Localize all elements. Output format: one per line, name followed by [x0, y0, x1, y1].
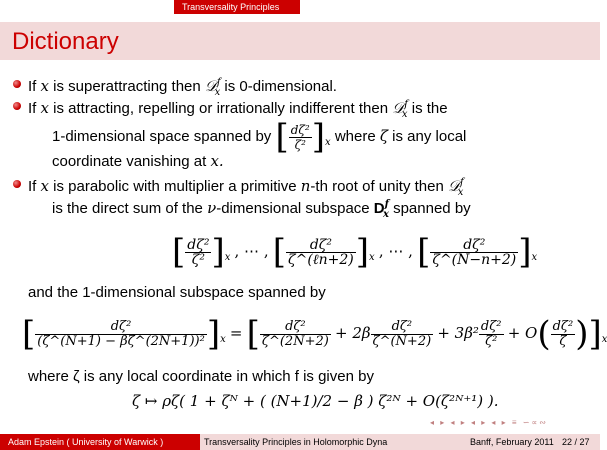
text: is attracting, repelling or irrationally indifferent then: [53, 100, 389, 117]
equation-2: [22, 308, 607, 365]
text: If: [28, 100, 37, 117]
numerator: dζ²: [187, 236, 210, 253]
bracket: [: [172, 232, 186, 273]
numerator: dζ²: [290, 122, 310, 137]
numerator: dζ²: [552, 318, 574, 334]
footer-event: Banff, February 2011: [470, 437, 554, 447]
numerator: dζ²: [35, 320, 207, 335]
paren: (: [537, 314, 551, 355]
math-n: n: [300, 177, 311, 195]
header-right: [300, 0, 600, 14]
term: + 2β: [334, 324, 371, 342]
D-symbol: 𝒟: [448, 177, 460, 195]
dots: , ⋯ ,: [378, 242, 413, 260]
bracket: [: [417, 232, 431, 273]
text: -th root of unity then: [310, 178, 444, 195]
text: -dimensional subspace: [216, 200, 370, 217]
paren: ): [575, 314, 589, 355]
sub: x: [325, 137, 331, 148]
navigation-icons[interactable]: ◂ ▸ ◂ ▸ ◂ ▸ ◂ ▸ ≡ ∽∝∾: [430, 418, 548, 427]
D-bold: D: [373, 200, 385, 217]
sup: f: [216, 77, 221, 88]
D-symbol: 𝒟: [392, 99, 405, 117]
sub: x: [224, 252, 231, 263]
bullet-dot: [13, 180, 21, 188]
math-x: x: [40, 177, 49, 195]
fraction: [35, 320, 207, 349]
denominator: ζ^(N−n+2): [432, 251, 517, 268]
sup: f: [404, 99, 408, 110]
sub: x: [369, 252, 375, 263]
denominator: ζ²: [191, 251, 205, 268]
text: 1-dimensional space spanned by: [52, 128, 272, 145]
bullet-3-line-2: [52, 196, 471, 224]
D-symbol: 𝒟: [204, 77, 217, 95]
denominator: ζ²: [485, 333, 498, 349]
sup: f: [460, 177, 464, 188]
bracket: ]: [355, 232, 370, 273]
math-D: [204, 77, 221, 98]
text: is superattracting then: [53, 78, 201, 95]
footer-title: Transversality Principles in Holomorphic Dyna: [204, 437, 388, 447]
text: is parabolic with multiplier a primitive: [53, 178, 297, 195]
sub: x: [382, 209, 389, 220]
bracket: ]: [206, 314, 221, 355]
sub: x: [401, 109, 408, 120]
fraction: [371, 320, 434, 349]
bullet-dot: [13, 80, 21, 88]
text: coordinate vanishing at: [52, 153, 207, 170]
math-x: x: [40, 77, 49, 95]
frame-title-bar: [0, 22, 600, 60]
denominator: ζ^(2N+2): [261, 333, 329, 349]
denominator: ζ^(ℓn+2): [288, 251, 354, 268]
numerator: dζ²: [286, 238, 356, 253]
and-line: and the 1-dimensional subspace spanned by: [28, 284, 326, 301]
equation-3: ζ ↦ ρζ( 1 + ζᴺ + ( (N+1)/2 − β ) ζ²ᴺ + O(ζ²ᴺ⁺¹) ).: [132, 392, 499, 410]
bracket: [: [275, 117, 289, 158]
text: is the: [411, 100, 448, 117]
text: spanned by: [393, 200, 471, 217]
bracket: ]: [518, 232, 532, 273]
bracket: [: [22, 314, 36, 355]
bold-D: [373, 199, 389, 220]
fraction: [260, 320, 331, 349]
bracket: [: [246, 314, 260, 355]
numerator: dζ²: [480, 318, 502, 334]
fraction: [430, 238, 518, 267]
frame-title: Dictionary: [12, 28, 119, 55]
bracket: ]: [211, 232, 225, 273]
numerator: dζ²: [260, 320, 331, 335]
sub: x: [601, 334, 607, 345]
fraction: [286, 238, 356, 267]
bracket: [: [272, 232, 287, 273]
denominator: ζ²: [294, 137, 306, 152]
text: where: [334, 128, 376, 145]
bracket: ]: [311, 117, 326, 158]
math-x: x: [40, 99, 49, 117]
term: + O: [507, 324, 538, 342]
math-x: x.: [210, 152, 224, 170]
math-nu: ν: [207, 199, 217, 217]
numerator: dζ²: [430, 238, 518, 253]
term: + 3β²: [437, 324, 479, 342]
equation-1: [172, 226, 537, 283]
fraction: [185, 238, 211, 267]
bullet-2-line-3: [52, 152, 224, 171]
sub: x: [531, 252, 538, 263]
sub: x: [457, 187, 464, 198]
math-D: [448, 177, 464, 198]
math-D: [392, 99, 408, 120]
denominator: (ζ^(N+1) − βζ^(2N+1))²: [37, 333, 205, 349]
fraction: [551, 320, 576, 349]
footer-page: 22 / 27: [562, 437, 590, 447]
bracket: ]: [588, 314, 602, 355]
math-zeta: ζ: [379, 127, 388, 145]
fraction: [479, 320, 504, 349]
section-title[interactable]: Transversality Principles: [182, 2, 280, 12]
equals: =: [229, 324, 243, 342]
text: If: [28, 178, 37, 195]
dots: , ⋯ ,: [234, 242, 269, 260]
denominator: ζ: [559, 333, 567, 349]
footer-bar: [0, 434, 600, 450]
bullet-dot: [13, 102, 21, 110]
sup: f: [384, 199, 389, 210]
numerator: dζ²: [371, 320, 434, 335]
footer-author: Adam Epstein ( University of Warwick ): [8, 437, 164, 447]
fraction: [289, 123, 312, 152]
text: is the direct sum of the: [52, 200, 203, 217]
header-left: [0, 0, 174, 14]
denominator: ζ^(N+2): [372, 333, 432, 349]
text: is any local: [392, 128, 467, 145]
sub: x: [214, 87, 221, 98]
where-line: where ζ is any local coordinate in which f is given by: [28, 368, 374, 385]
text: is 0-dimensional.: [224, 78, 337, 95]
header-bar: [0, 0, 600, 14]
sub: x: [220, 334, 226, 345]
text: If: [28, 78, 37, 95]
